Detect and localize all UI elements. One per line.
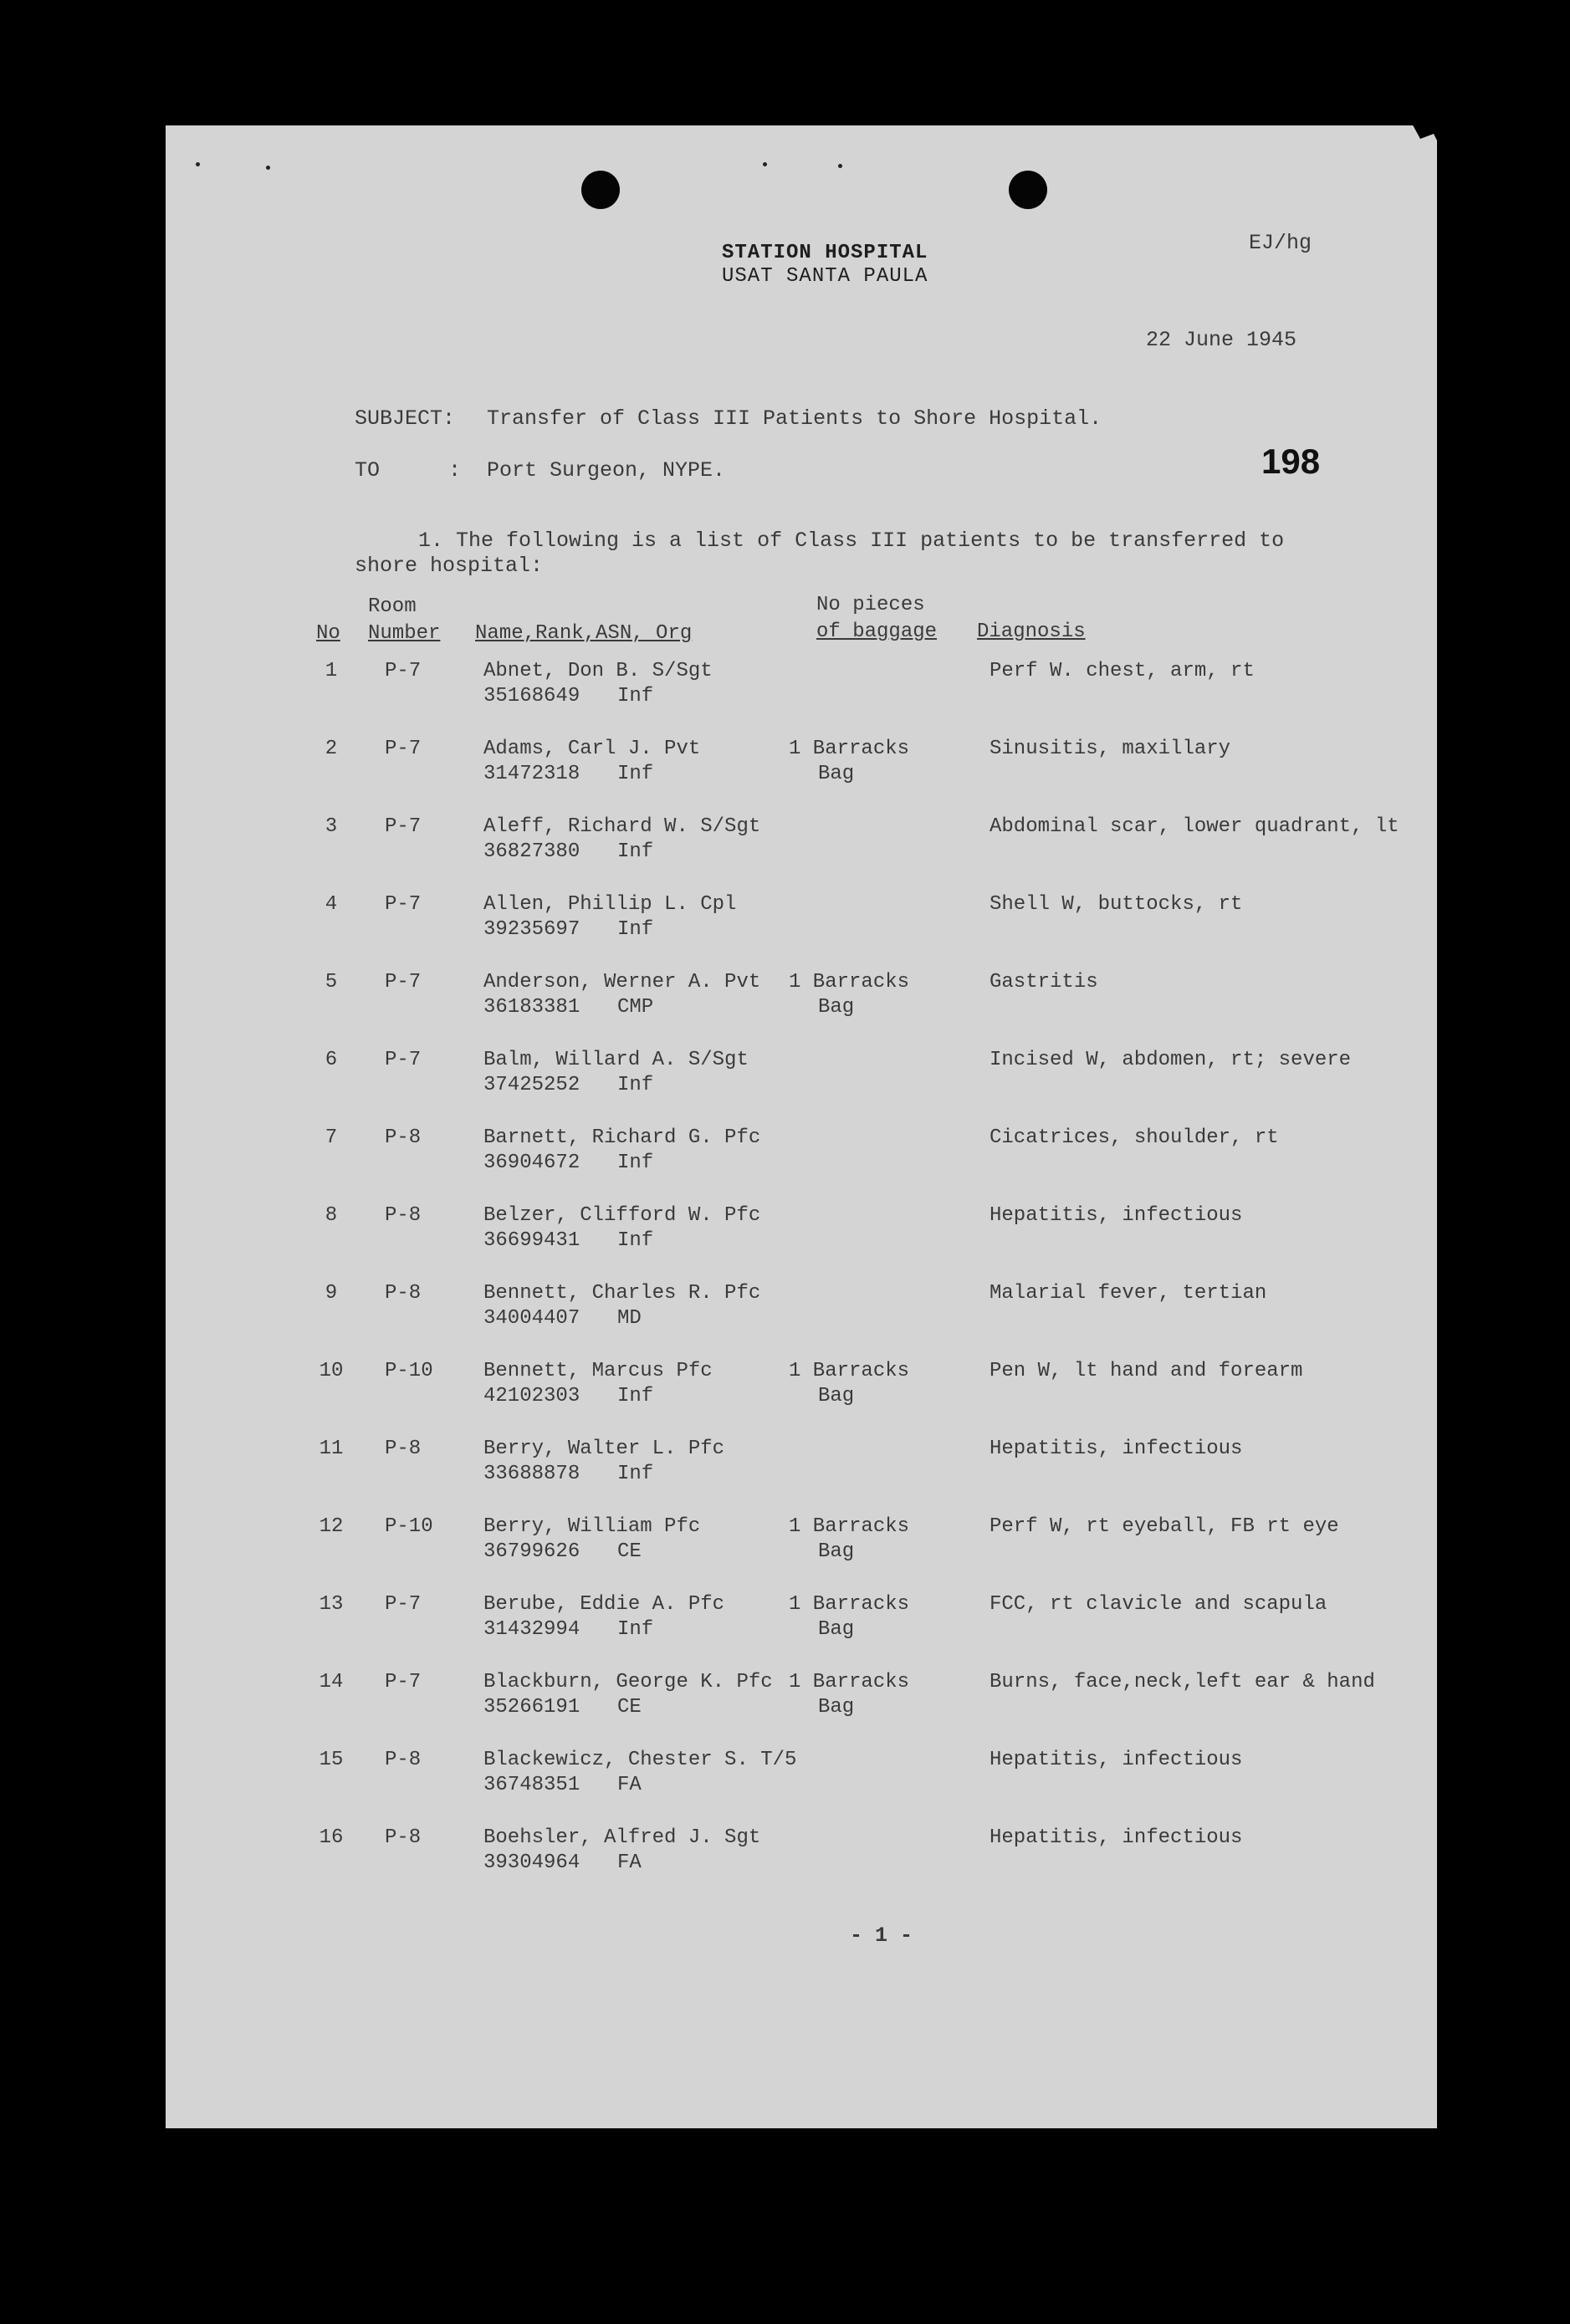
row-room: P-7 — [385, 815, 422, 838]
hospital-name: STATION HOSPITAL — [722, 242, 928, 264]
table-row — [166, 815, 1437, 881]
to-text: Port Surgeon, NYPE. — [487, 458, 726, 483]
row-room: P-8 — [385, 1749, 422, 1771]
row-name: Bennett, Charles R. Pfc — [483, 1282, 761, 1305]
row-org: Inf — [617, 1229, 654, 1252]
row-diagnosis: Hepatitis, infectious — [990, 1204, 1243, 1227]
row-room: P-7 — [385, 660, 422, 682]
row-room: P-7 — [385, 971, 422, 993]
ship-name: USAT SANTA PAULA — [722, 265, 928, 288]
subject-text: Transfer of Class III Patients to Shore Hospital. — [487, 406, 1102, 431]
row-baggage: 1 Barracks — [789, 738, 910, 760]
row-asn: 31472318 — [483, 763, 580, 785]
row-name: Belzer, Clifford W. Pfc — [483, 1204, 761, 1227]
col-room-top: Room — [368, 595, 417, 618]
row-org: Inf — [617, 918, 654, 941]
row-name: Blackewicz, Chester S. T/5 — [483, 1749, 797, 1771]
punch-hole-right — [1009, 171, 1047, 209]
col-no: No — [316, 622, 340, 645]
row-org: Inf — [617, 1074, 654, 1096]
row-asn: 39235697 — [483, 918, 580, 941]
row-name: Berube, Eddie A. Pfc — [483, 1593, 725, 1616]
row-asn: 36904672 — [483, 1152, 580, 1174]
punch-hole-left — [581, 171, 620, 209]
row-org: FA — [617, 1852, 642, 1874]
to-colon: : — [448, 458, 462, 483]
table-row — [166, 970, 1437, 1037]
row-no: 11 — [319, 1438, 344, 1460]
table-row — [166, 1359, 1437, 1426]
table-row — [166, 1126, 1437, 1193]
row-asn: 36827380 — [483, 840, 580, 863]
row-room: P-10 — [385, 1515, 433, 1538]
row-baggage: 1 Barracks — [789, 1593, 910, 1616]
row-asn: 35266191 — [483, 1696, 580, 1719]
row-name: Blackburn, George K. Pfc — [483, 1671, 773, 1693]
speck — [838, 164, 842, 168]
table-row — [166, 1203, 1437, 1270]
row-org: MD — [617, 1307, 642, 1330]
row-diagnosis: FCC, rt clavicle and scapula — [990, 1593, 1327, 1616]
row-no: 15 — [319, 1749, 344, 1771]
row-diagnosis: Incised W, abdomen, rt; severe — [990, 1049, 1352, 1071]
row-org: CE — [617, 1696, 642, 1719]
row-room: P-7 — [385, 1049, 422, 1071]
table-row — [166, 1048, 1437, 1115]
row-baggage-type: Bag — [818, 996, 855, 1019]
row-name: Allen, Phillip L. Cpl — [483, 893, 737, 916]
row-asn: 34004407 — [483, 1307, 580, 1330]
row-no: 5 — [325, 971, 338, 993]
row-org: Inf — [617, 1618, 654, 1641]
row-org: CMP — [617, 996, 654, 1019]
row-diagnosis: Gastritis — [990, 971, 1098, 993]
page-stamp-number: 198 — [1261, 442, 1321, 481]
row-diagnosis: Malarial fever, tertian — [990, 1282, 1267, 1305]
row-room: P-10 — [385, 1360, 433, 1382]
col-diagnosis: Diagnosis — [977, 621, 1086, 643]
typist-initials: EJ/hg — [1249, 231, 1312, 255]
row-no: 3 — [325, 815, 338, 838]
row-name: Anderson, Werner A. Pvt — [483, 971, 761, 993]
table-row — [166, 737, 1437, 804]
row-room: P-7 — [385, 893, 422, 916]
col-baggage: of baggage — [816, 621, 938, 643]
row-no: 10 — [319, 1360, 344, 1382]
row-asn: 39304964 — [483, 1852, 580, 1874]
row-name: Berry, Walter L. Pfc — [483, 1438, 725, 1460]
row-name: Berry, William Pfc — [483, 1515, 701, 1538]
row-diagnosis: Abdominal scar, lower quadrant, lt — [990, 815, 1399, 838]
row-baggage-type: Bag — [818, 1696, 855, 1719]
row-name: Balm, Willard A. S/Sgt — [483, 1049, 749, 1071]
row-name: Boehsler, Alfred J. Sgt — [483, 1826, 761, 1849]
row-org: Inf — [617, 840, 654, 863]
intro-line-1: 1. The following is a list of Class III patients to be transferred to — [418, 529, 1285, 553]
speck — [196, 162, 200, 166]
page-footer-number: - 1 - — [850, 1923, 913, 1948]
row-diagnosis: Cicatrices, shoulder, rt — [990, 1126, 1279, 1149]
row-org: Inf — [617, 763, 654, 785]
row-diagnosis: Burns, face,neck,left ear & hand — [990, 1671, 1375, 1693]
row-room: P-8 — [385, 1126, 422, 1149]
row-no: 16 — [319, 1826, 344, 1849]
row-org: Inf — [617, 1385, 654, 1407]
row-org: CE — [617, 1540, 642, 1563]
row-asn: 36699431 — [483, 1229, 580, 1252]
row-asn: 42102303 — [483, 1385, 580, 1407]
torn-corner — [1410, 120, 1444, 154]
row-room: P-8 — [385, 1438, 422, 1460]
to-label: TO — [355, 458, 381, 483]
row-baggage-type: Bag — [818, 1385, 855, 1407]
row-no: 8 — [325, 1204, 338, 1227]
subject-label: SUBJECT: — [355, 406, 456, 431]
row-room: P-8 — [385, 1826, 422, 1849]
row-name: Bennett, Marcus Pfc — [483, 1360, 713, 1382]
row-baggage-type: Bag — [818, 1618, 855, 1641]
row-baggage: 1 Barracks — [789, 1671, 910, 1693]
table-row — [166, 1748, 1437, 1815]
table-row — [166, 1437, 1437, 1504]
row-no: 12 — [319, 1515, 344, 1538]
row-org: Inf — [617, 1152, 654, 1174]
row-no: 4 — [325, 893, 338, 916]
row-diagnosis: Pen W, lt hand and forearm — [990, 1360, 1303, 1382]
row-asn: 37425252 — [483, 1074, 580, 1096]
table-row — [166, 1670, 1437, 1737]
row-diagnosis: Shell W, buttocks, rt — [990, 893, 1243, 916]
row-name: Aleff, Richard W. S/Sgt — [483, 815, 761, 838]
row-diagnosis: Hepatitis, infectious — [990, 1438, 1243, 1460]
row-diagnosis: Hepatitis, infectious — [990, 1749, 1243, 1771]
row-baggage: 1 Barracks — [789, 971, 910, 993]
row-asn: 35168649 — [483, 685, 580, 707]
col-name: Name,Rank,ASN, Org — [475, 622, 693, 645]
row-asn: 33688878 — [483, 1463, 580, 1485]
table-row — [166, 1281, 1437, 1348]
row-diagnosis: Hepatitis, infectious — [990, 1826, 1243, 1849]
speck — [266, 166, 270, 170]
row-no: 6 — [325, 1049, 338, 1071]
row-no: 1 — [325, 660, 338, 682]
row-no: 13 — [319, 1593, 344, 1616]
row-room: P-7 — [385, 1671, 422, 1693]
letter-date: 22 June 1945 — [1146, 328, 1297, 352]
row-diagnosis: Perf W. chest, arm, rt — [990, 660, 1255, 682]
row-no: 2 — [325, 738, 338, 760]
row-name: Abnet, Don B. S/Sgt — [483, 660, 713, 682]
row-asn: 36183381 — [483, 996, 580, 1019]
row-room: P-7 — [385, 1593, 422, 1616]
table-row — [166, 659, 1437, 726]
document-page — [166, 125, 1437, 2128]
row-asn: 36799626 — [483, 1540, 580, 1563]
row-name: Barnett, Richard G. Pfc — [483, 1126, 761, 1149]
row-no: 14 — [319, 1671, 344, 1693]
row-room: P-7 — [385, 738, 422, 760]
row-baggage: 1 Barracks — [789, 1360, 910, 1382]
row-diagnosis: Sinusitis, maxillary — [990, 738, 1231, 760]
col-room: Number — [368, 622, 441, 645]
row-name: Adams, Carl J. Pvt — [483, 738, 701, 760]
row-room: P-8 — [385, 1204, 422, 1227]
row-baggage-type: Bag — [818, 1540, 855, 1563]
speck — [763, 162, 767, 166]
row-baggage-type: Bag — [818, 763, 855, 785]
row-org: Inf — [617, 685, 654, 707]
table-row — [166, 892, 1437, 959]
table-row — [166, 1592, 1437, 1659]
row-org: Inf — [617, 1463, 654, 1485]
row-no: 7 — [325, 1126, 338, 1149]
row-diagnosis: Perf W, rt eyeball, FB rt eye — [990, 1515, 1339, 1538]
table-row — [166, 1826, 1437, 1892]
intro-line-2: shore hospital: — [355, 554, 544, 578]
col-baggage-top: No pieces — [816, 594, 925, 616]
row-no: 9 — [325, 1282, 338, 1305]
row-room: P-8 — [385, 1282, 422, 1305]
row-asn: 31432994 — [483, 1618, 580, 1641]
row-asn: 36748351 — [483, 1774, 580, 1796]
row-baggage: 1 Barracks — [789, 1515, 910, 1538]
row-org: FA — [617, 1774, 642, 1796]
table-row — [166, 1514, 1437, 1581]
